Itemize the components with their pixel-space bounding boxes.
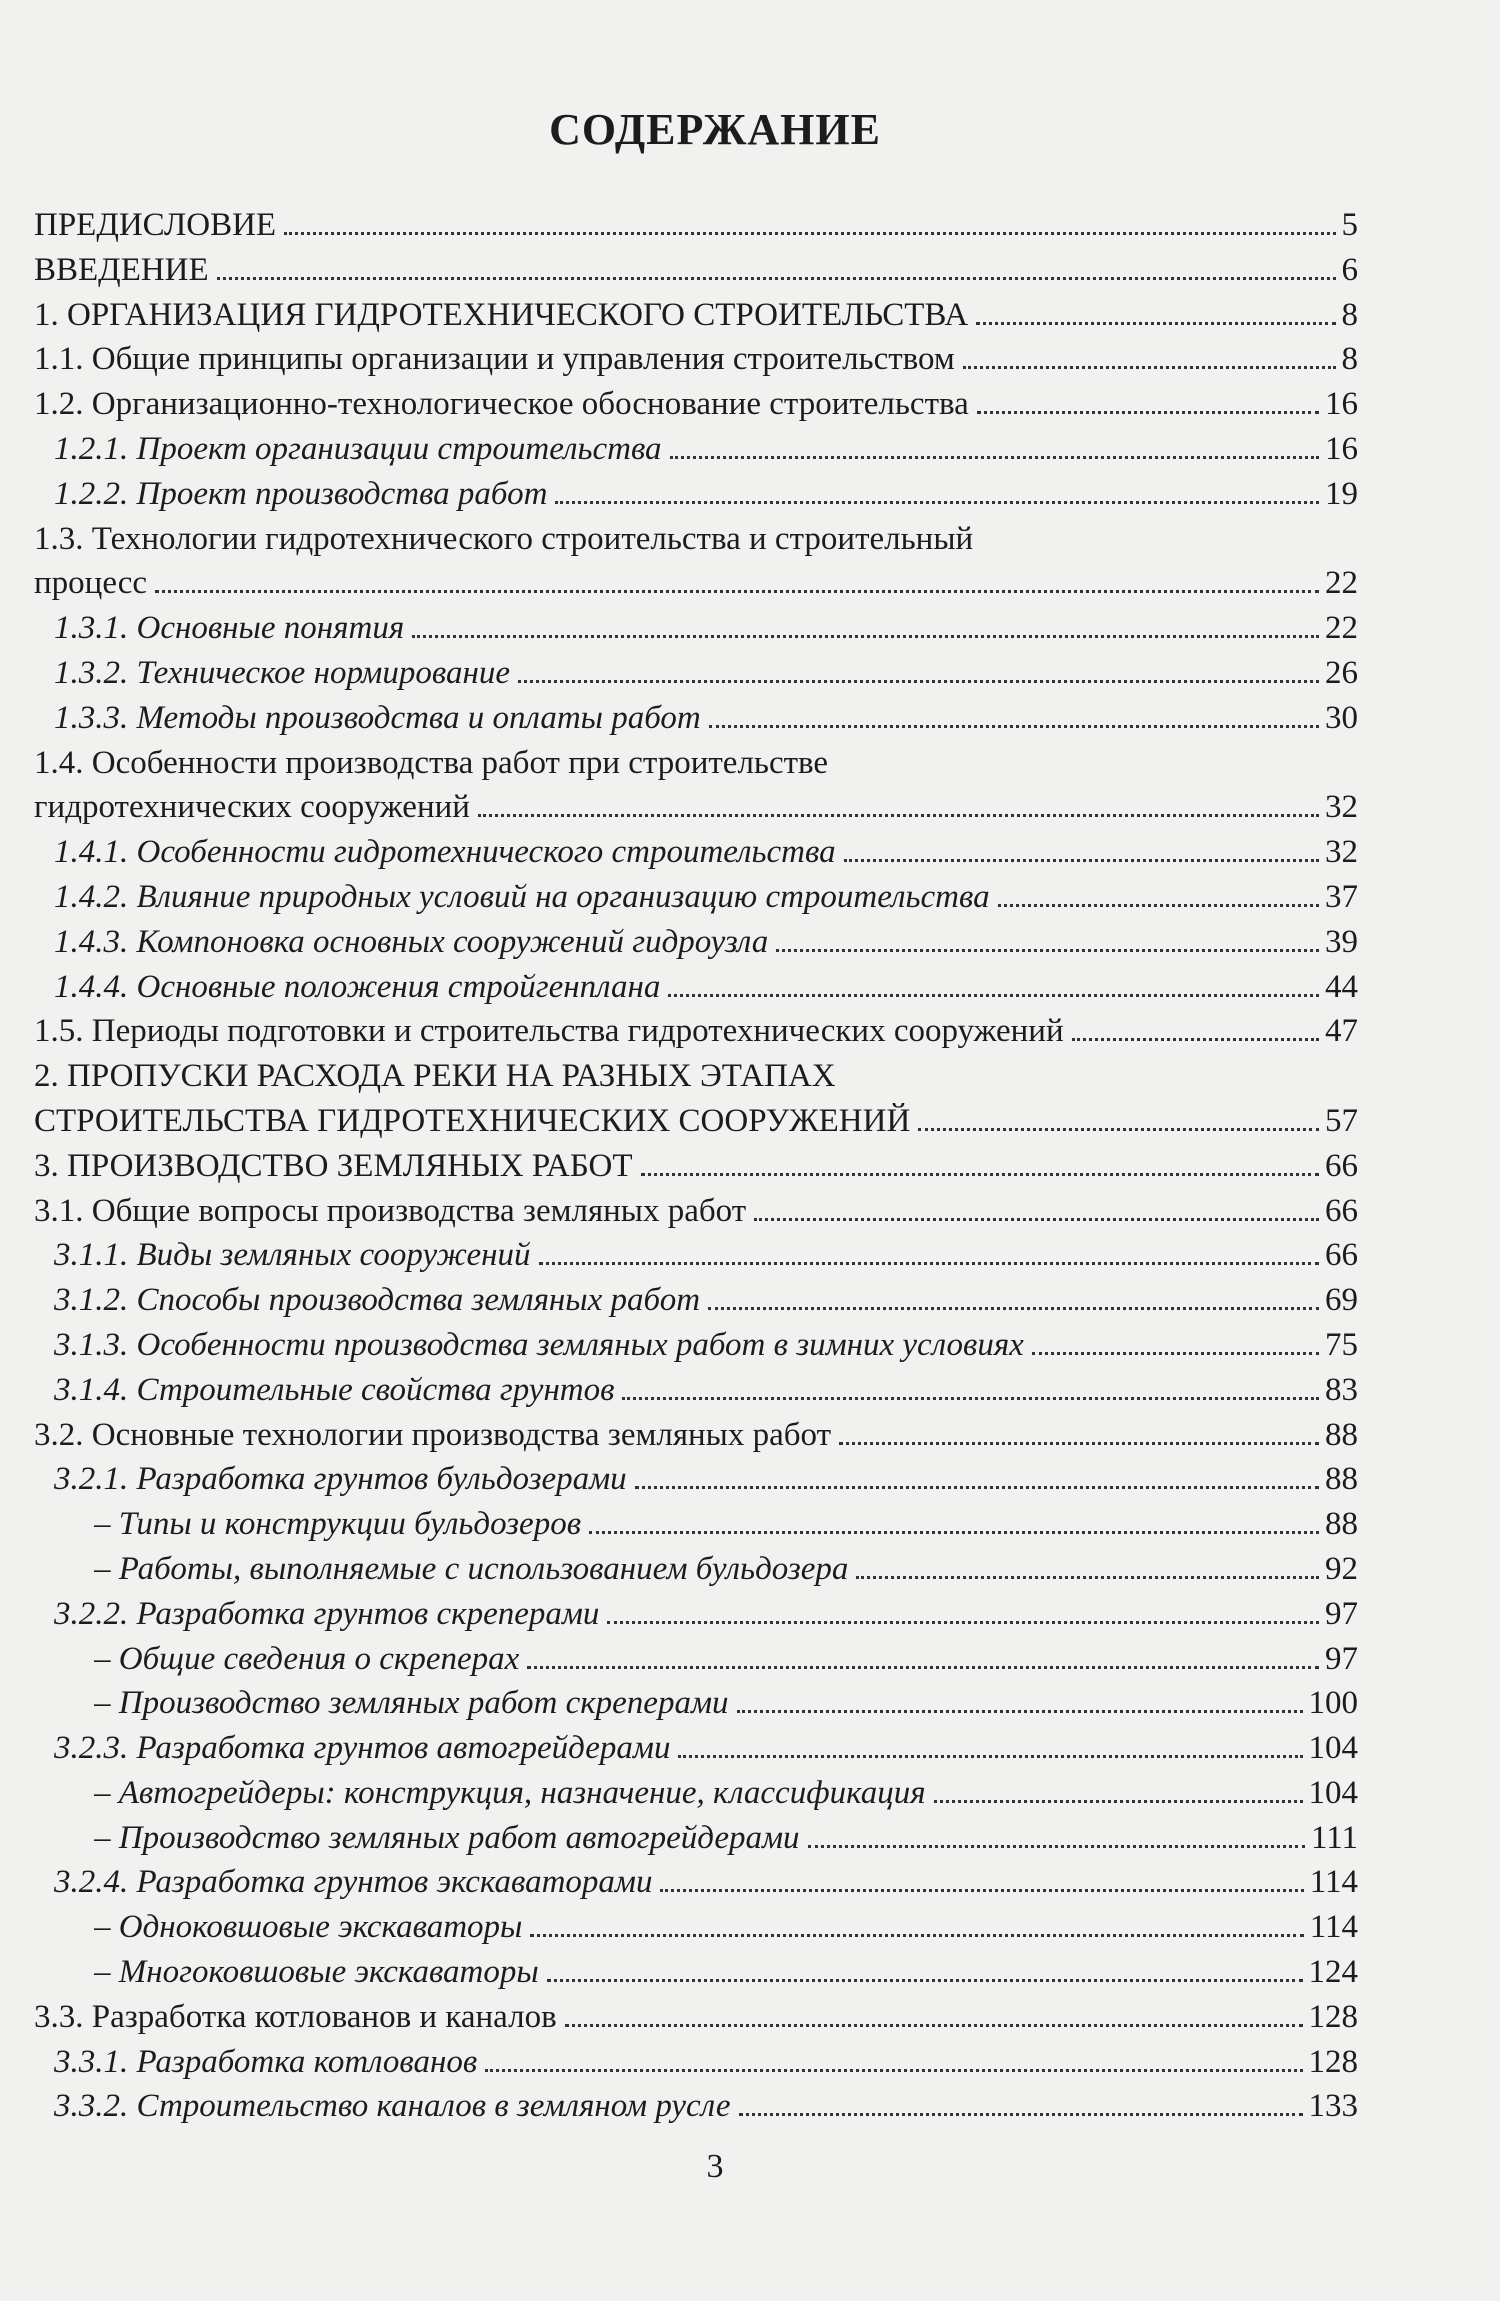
toc-entry	[34, 651, 1358, 696]
toc-entry-title: – Типы и конструкции бульдозеров	[94, 1506, 582, 1543]
toc-entry-page: 22	[1325, 610, 1358, 647]
dot-leader	[660, 1889, 1303, 1892]
toc-entry-title: 3.2.1. Разработка грунтов бульдозерами	[54, 1461, 627, 1498]
dot-leader	[963, 366, 1336, 369]
toc-entry-page: 114	[1309, 1909, 1358, 1946]
toc-entry	[34, 1681, 1358, 1726]
toc-entry-title: 1.4.4. Основные положения стройгенплана	[54, 968, 661, 1005]
toc-entry-title: 1.3.1. Основные понятия	[54, 610, 405, 647]
toc-entry	[34, 1905, 1358, 1950]
toc-entry-title: 3. ПРОИЗВОДСТВО ЗЕМЛЯНЫХ РАБОТ	[34, 1147, 633, 1184]
toc-entry-title: СТРОИТЕЛЬСТВА ГИДРОТЕХНИЧЕСКИХ СООРУЖЕНИЙ	[34, 1102, 911, 1139]
toc-entry	[34, 561, 1358, 606]
dot-leader	[589, 1531, 1319, 1534]
toc-entry-page: 114	[1309, 1864, 1358, 1901]
toc-entry-title: 1. ОРГАНИЗАЦИЯ ГИДРОТЕХНИЧЕСКОГО СТРОИТЕЛЬСТВА	[34, 296, 969, 333]
toc-entry-page: 88	[1325, 1461, 1358, 1498]
toc-entry	[34, 1502, 1358, 1547]
dot-leader	[485, 2069, 1302, 2072]
toc-entry-title: процесс	[34, 565, 148, 602]
toc-entry	[34, 203, 1358, 248]
toc-entry-page: 8	[1341, 296, 1358, 333]
toc-entry-page: 44	[1325, 968, 1358, 1005]
dot-leader	[976, 322, 1335, 325]
toc-entry-title: 3.1.1. Виды земляных сооружений	[54, 1237, 531, 1274]
toc-entry-title: ВВЕДЕНИЕ	[34, 251, 209, 288]
toc-entry-page: 92	[1325, 1550, 1358, 1587]
toc-entry	[34, 1771, 1358, 1816]
toc-entry-title: 3.3.2. Строительство каналов в земляном русле	[54, 2088, 731, 2125]
toc-entry	[34, 1995, 1358, 2040]
dot-leader	[539, 1262, 1319, 1265]
dot-leader	[635, 1486, 1319, 1489]
toc-entry	[34, 1054, 1358, 1099]
toc-entry	[34, 2084, 1358, 2129]
dot-leader	[776, 949, 1319, 952]
toc-entry-page: 97	[1325, 1640, 1358, 1677]
dot-leader	[977, 411, 1319, 414]
dot-leader	[808, 1845, 1305, 1848]
toc-entry-page: 16	[1325, 430, 1358, 467]
dot-leader	[641, 1173, 1319, 1176]
toc-entry-page: 8	[1341, 341, 1358, 378]
toc-entry-title: 1.1. Общие принципы организации и управления строительством	[34, 341, 955, 378]
toc-entry-title: 3.3. Разработка котлованов и каналов	[34, 1998, 557, 2035]
toc-entry-page: 57	[1325, 1102, 1358, 1139]
toc-entry-page: 16	[1325, 386, 1358, 423]
dot-leader	[622, 1397, 1319, 1400]
toc-entry-page: 30	[1325, 699, 1358, 736]
toc-entry-title: 1.5. Периоды подготовки и строительства гидротехнических сооружений	[34, 1013, 1064, 1050]
toc-entry-page: 104	[1308, 1730, 1358, 1767]
toc-entry-title: 1.2. Организационно-технологическое обоснование строительства	[34, 386, 969, 423]
dot-leader	[607, 1621, 1319, 1624]
toc-entry-page: 75	[1325, 1326, 1358, 1363]
toc-entry-title: 1.2.1. Проект организации строительства	[54, 430, 662, 467]
toc-entry	[34, 830, 1358, 875]
toc-entry	[34, 1547, 1358, 1592]
toc-entry-title: 3.2.2. Разработка грунтов скреперами	[54, 1595, 600, 1632]
toc-entry	[34, 965, 1358, 1010]
toc-entry-page: 32	[1325, 789, 1358, 826]
toc-entry	[34, 696, 1358, 741]
toc-entry	[34, 920, 1358, 965]
dot-leader	[1032, 1352, 1319, 1355]
dot-leader	[844, 859, 1319, 862]
toc-entry	[34, 1413, 1358, 1458]
toc-entry	[34, 1099, 1358, 1144]
toc-entry	[34, 1726, 1358, 1771]
dot-leader	[217, 277, 1336, 280]
toc-entry-title: – Одноковшовые экскаваторы	[94, 1909, 523, 1946]
toc-entry-page: 22	[1325, 565, 1358, 602]
toc-entry-page: 128	[1308, 2043, 1358, 2080]
dot-leader	[934, 1800, 1303, 1803]
toc-entry-title: 3.1.2. Способы производства земляных работ	[54, 1282, 701, 1319]
toc-entry-title: – Общие сведения о скреперах	[94, 1640, 520, 1677]
toc-entry	[34, 472, 1358, 517]
dot-leader	[918, 1128, 1319, 1131]
toc-entry	[34, 517, 1358, 562]
toc-entry-title: 3.2.3. Разработка грунтов автогрейдерами	[54, 1730, 671, 1767]
toc-entry-page: 39	[1325, 923, 1358, 960]
dot-leader	[412, 635, 1319, 638]
dot-leader	[478, 814, 1319, 817]
toc-entry-page: 66	[1325, 1237, 1358, 1274]
toc-entry-title: – Производство земляных работ скреперами	[94, 1685, 729, 1722]
toc-entry	[34, 1189, 1358, 1234]
dot-leader	[547, 1979, 1303, 1982]
dot-leader	[155, 590, 1319, 593]
toc-entry	[34, 427, 1358, 472]
toc-entry-title: 3.1. Общие вопросы производства земляных работ	[34, 1192, 747, 1229]
toc-entry-page: 26	[1325, 654, 1358, 691]
toc-entry-page: 104	[1308, 1774, 1358, 1811]
toc-entry-page: 66	[1325, 1147, 1358, 1184]
toc-entry	[34, 1278, 1358, 1323]
toc-entry-page: 32	[1325, 834, 1358, 871]
toc-entry	[34, 1592, 1358, 1637]
toc-entry-title: 1.2.2. Проект производства работ	[54, 475, 548, 512]
dot-leader	[530, 1934, 1303, 1937]
toc-entry-page: 88	[1325, 1506, 1358, 1543]
dot-leader	[708, 1307, 1319, 1310]
toc-entry	[34, 293, 1358, 338]
toc-entry-page: 100	[1308, 1685, 1358, 1722]
toc-entry-page: 88	[1325, 1416, 1358, 1453]
toc-entry	[34, 741, 1358, 786]
toc-entry-title: 1.4.1. Особенности гидротехнического строительства	[54, 834, 836, 871]
toc-entry	[34, 1637, 1358, 1682]
dot-leader	[1072, 1038, 1319, 1041]
toc-entry	[34, 1368, 1358, 1413]
toc-entry-title: 1.4. Особенности производства работ при строительстве	[34, 744, 829, 781]
dot-leader	[518, 680, 1319, 683]
toc-entry-title: 2. ПРОПУСКИ РАСХОДА РЕКИ НА РАЗНЫХ ЭТАПАХ	[34, 1058, 836, 1095]
toc-entry-page: 66	[1325, 1192, 1358, 1229]
toc-entry	[34, 1144, 1358, 1189]
dot-leader	[527, 1666, 1319, 1669]
toc-entry-page: 83	[1325, 1371, 1358, 1408]
dot-leader	[739, 2113, 1303, 2116]
dot-leader	[565, 2024, 1303, 2027]
page-title: СОДЕРЖАНИЕ	[549, 105, 881, 154]
dot-leader	[284, 232, 1335, 235]
toc-entry	[34, 1233, 1358, 1278]
toc-entry	[34, 382, 1358, 427]
toc-entry-page: 37	[1325, 878, 1358, 915]
toc-entry-title: 1.3. Технологии гидротехнического строительства и строительный	[34, 520, 974, 557]
toc-entry-page: 47	[1325, 1013, 1358, 1050]
toc-entry-title: 1.3.3. Методы производства и оплаты работ	[54, 699, 701, 736]
dot-leader	[998, 904, 1319, 907]
toc-entry	[34, 1457, 1358, 1502]
toc-entry	[34, 875, 1358, 920]
toc-entry-title: – Многоковшовые экскаваторы	[94, 1954, 539, 1991]
toc-entry	[34, 337, 1358, 382]
toc-entry-page: 69	[1325, 1282, 1358, 1319]
toc-entry-title: 3.1.3. Особенности производства земляных работ в зимних условиях	[54, 1326, 1024, 1363]
toc-entry-title: 3.3.1. Разработка котлованов	[54, 2043, 478, 2080]
toc-entry	[34, 2040, 1358, 2085]
page-number: 3	[706, 2148, 724, 2185]
dot-leader	[668, 994, 1319, 997]
toc-entry	[34, 1860, 1358, 1905]
toc-entry-page: 97	[1325, 1595, 1358, 1632]
toc-entry	[34, 1816, 1358, 1861]
toc-entry-title: 1.4.2. Влияние природных условий на организацию строительства	[54, 878, 990, 915]
dot-leader	[709, 725, 1319, 728]
toc-entry	[34, 1323, 1358, 1368]
toc-entry-title: – Работы, выполняемые с использованием бульдозера	[94, 1550, 849, 1587]
toc-entry	[34, 248, 1358, 293]
table-of-contents	[34, 203, 1358, 2129]
dot-leader	[678, 1755, 1302, 1758]
toc-entry-page: 6	[1341, 251, 1358, 288]
toc-entry	[34, 1009, 1358, 1054]
toc-entry-title: 1.3.2. Техническое нормирование	[54, 654, 510, 691]
toc-entry-page: 19	[1325, 475, 1358, 512]
toc-entry-title: 1.4.3. Компоновка основных сооружений гидроузла	[54, 923, 769, 960]
dot-leader	[839, 1442, 1319, 1445]
toc-entry-page: 5	[1341, 207, 1358, 243]
dot-leader	[737, 1710, 1303, 1713]
toc-entry-title: – Производство земляных работ автогрейдерами	[94, 1819, 800, 1856]
toc-entry-title: 3.2. Основные технологии производства земляных работ	[34, 1416, 832, 1453]
toc-entry-title: – Автогрейдеры: конструкция, назначение, классификация	[94, 1774, 926, 1811]
toc-entry	[34, 1950, 1358, 1995]
toc-entry-page: 133	[1308, 2088, 1358, 2125]
toc-entry-title: гидротехнических сооружений	[34, 789, 470, 826]
toc-entry-page: 124	[1308, 1954, 1358, 1991]
toc-entry	[34, 606, 1358, 651]
dot-leader	[670, 456, 1319, 459]
dot-leader	[754, 1218, 1319, 1221]
dot-leader	[555, 501, 1319, 504]
toc-entry-title: 3.2.4. Разработка грунтов экскаваторами	[54, 1864, 653, 1901]
dot-leader	[856, 1576, 1319, 1579]
toc-entry-title: ПРЕДИСЛОВИЕ	[34, 207, 277, 243]
toc-entry-page: 111	[1310, 1819, 1358, 1856]
toc-entry	[34, 785, 1358, 830]
toc-entry-page: 128	[1308, 1998, 1358, 2035]
toc-entry-title: 3.1.4. Строительные свойства грунтов	[54, 1371, 615, 1408]
